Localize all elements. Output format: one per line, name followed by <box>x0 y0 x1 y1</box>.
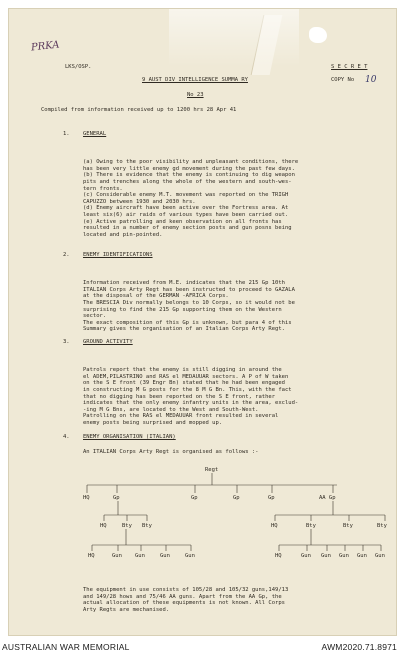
handwritten-copy-number: 10 <box>365 75 377 85</box>
footer-accession-number: AWM2020.71.8971 <box>321 642 397 652</box>
org-l2-left-bty-2: Bty <box>142 523 152 529</box>
org-root: Regt <box>205 467 219 473</box>
summary-number: No 23 <box>187 92 204 98</box>
org-l3-right-gun-5: Gun <box>375 553 385 559</box>
classification-label: S E C R E T <box>331 64 368 70</box>
section-1-heading: GENERAL <box>83 131 107 137</box>
section-1-number: 1. <box>63 131 70 137</box>
org-l3-left-gun-2: Gun <box>135 553 145 559</box>
org-chart <box>9 9 396 635</box>
org-l1-gp-2: Gp <box>191 495 198 501</box>
section-2-heading: ENEMY IDENTIFICATIONS <box>83 252 153 258</box>
section-3-body: Patrols report that the enemy is still digging in around the el ADEM,PILASTRINO and RAS el MEDAUUAR sectors. A P of W taken on the S E front (39 Engr Bn) stated that he had been engaged in constructing M G posts for the 8 M G Bn. This, with the fact that no digging has been reported on the S E front, rather indicates that the only enemy infantry units in the area, exclud- -ing M G Bns, are located to the West and South-West. Patrolling on the RAS el MEDAUUAR front resulted in several enemy posts being surprised and mopped up. <box>83 367 299 426</box>
org-l3-right-gun-1: Gun <box>301 553 311 559</box>
org-l2-left-bty-1: Bty <box>122 523 132 529</box>
org-l1-hq: HQ <box>83 495 90 501</box>
section-1-body: (a) Owing to the poor visibility and unpleasant conditions, there has been very little enemy gd movement during the past few days. (b) There is evidence that the enemy is continuing to dig weapon pits and trenches along the whole of the western and south-wes- tern fronts. (c) Considerable enemy M.T. movement was reported on the TRIGH CAPUZZO between 1930 and 2030 hrs. (d) Enemy aircraft have been active over the Fortress area. At least six(6) air raids of various types have been carried out. (e) Active patrolling and keen observation on all fronts has resulted in a number of enemy section posts and gun posns being located and pin-pointed. <box>83 159 299 238</box>
document-page <box>8 8 397 636</box>
org-l3-right-gun-2: Gun <box>321 553 331 559</box>
compiled-line: Compiled from information received up to 1200 hrs 28 Apr 41 <box>41 107 237 113</box>
section-2-number: 2. <box>63 252 70 258</box>
org-l3-left-gun-1: Gun <box>112 553 122 559</box>
handwritten-note: PRKA <box>30 39 61 54</box>
org-l1-gp-4: Gp <box>268 495 275 501</box>
section-4-number: 4. <box>63 434 70 440</box>
org-l2-right-hq: HQ <box>271 523 278 529</box>
footer-institution: AUSTRALIAN WAR MEMORIAL <box>2 642 130 652</box>
org-l1-gp-1: Gp <box>113 495 120 501</box>
org-l3-left-hq: HQ <box>88 553 95 559</box>
org-l1-aa-gp: AA Gp <box>319 495 336 501</box>
document-title: 9 AUST DIV INTELLIGENCE SUMMA RY <box>142 77 248 83</box>
org-l3-right-gun-3: Gun <box>339 553 349 559</box>
org-l2-right-bty-1: Bty <box>306 523 316 529</box>
section-3-heading: GROUND ACTIVITY <box>83 339 133 345</box>
archive-footer <box>0 640 403 653</box>
section-4-heading: ENEMY ORGANISATION (ITALIAN) <box>83 434 176 440</box>
org-l1-gp-3: Gp <box>233 495 240 501</box>
closing-paragraph: The equipment in use consists of 105/28 and 105/32 guns,149/13 and 149/28 hows and 75/46 AA guns. Apart from the AA Gp, the actual allocation of these equipments is not known. All Corps Arty Regts are mechanised. <box>83 587 289 613</box>
copy-label: COPY No <box>331 77 355 83</box>
org-l3-left-gun-3: Gun <box>160 553 170 559</box>
org-l3-right-gun-4: Gun <box>357 553 367 559</box>
org-l2-right-bty-2: Bty <box>343 523 353 529</box>
org-l3-left-gun-4: Gun <box>185 553 195 559</box>
section-2-body: Information received from M.E. indicates that the 215 Gp 10th ITALIAN Corps Arty Regt has been instructed to proceed to GAZALA at the disposal of the GERMAN -AFRICA Corps. The BRESCIA Div normally belongs to 10 Corps, so it would not be surprising to find the 215 Gp supporting them on the Western sector. The exact composition of this Gp is unknown, but para 4 of this Summary gives the organisation of an Italian Corps Arty Regt. <box>83 280 295 333</box>
section-3-number: 3. <box>63 339 70 345</box>
org-l2-right-bty-3: Bty <box>377 523 387 529</box>
org-l3-right-hq: HQ <box>275 553 282 559</box>
reference-code: LKS/OSP. <box>65 64 92 70</box>
org-l2-left-hq: HQ <box>100 523 107 529</box>
section-4-intro: An ITALIAN Corps Arty Regt is organised as follows :- <box>83 449 259 455</box>
